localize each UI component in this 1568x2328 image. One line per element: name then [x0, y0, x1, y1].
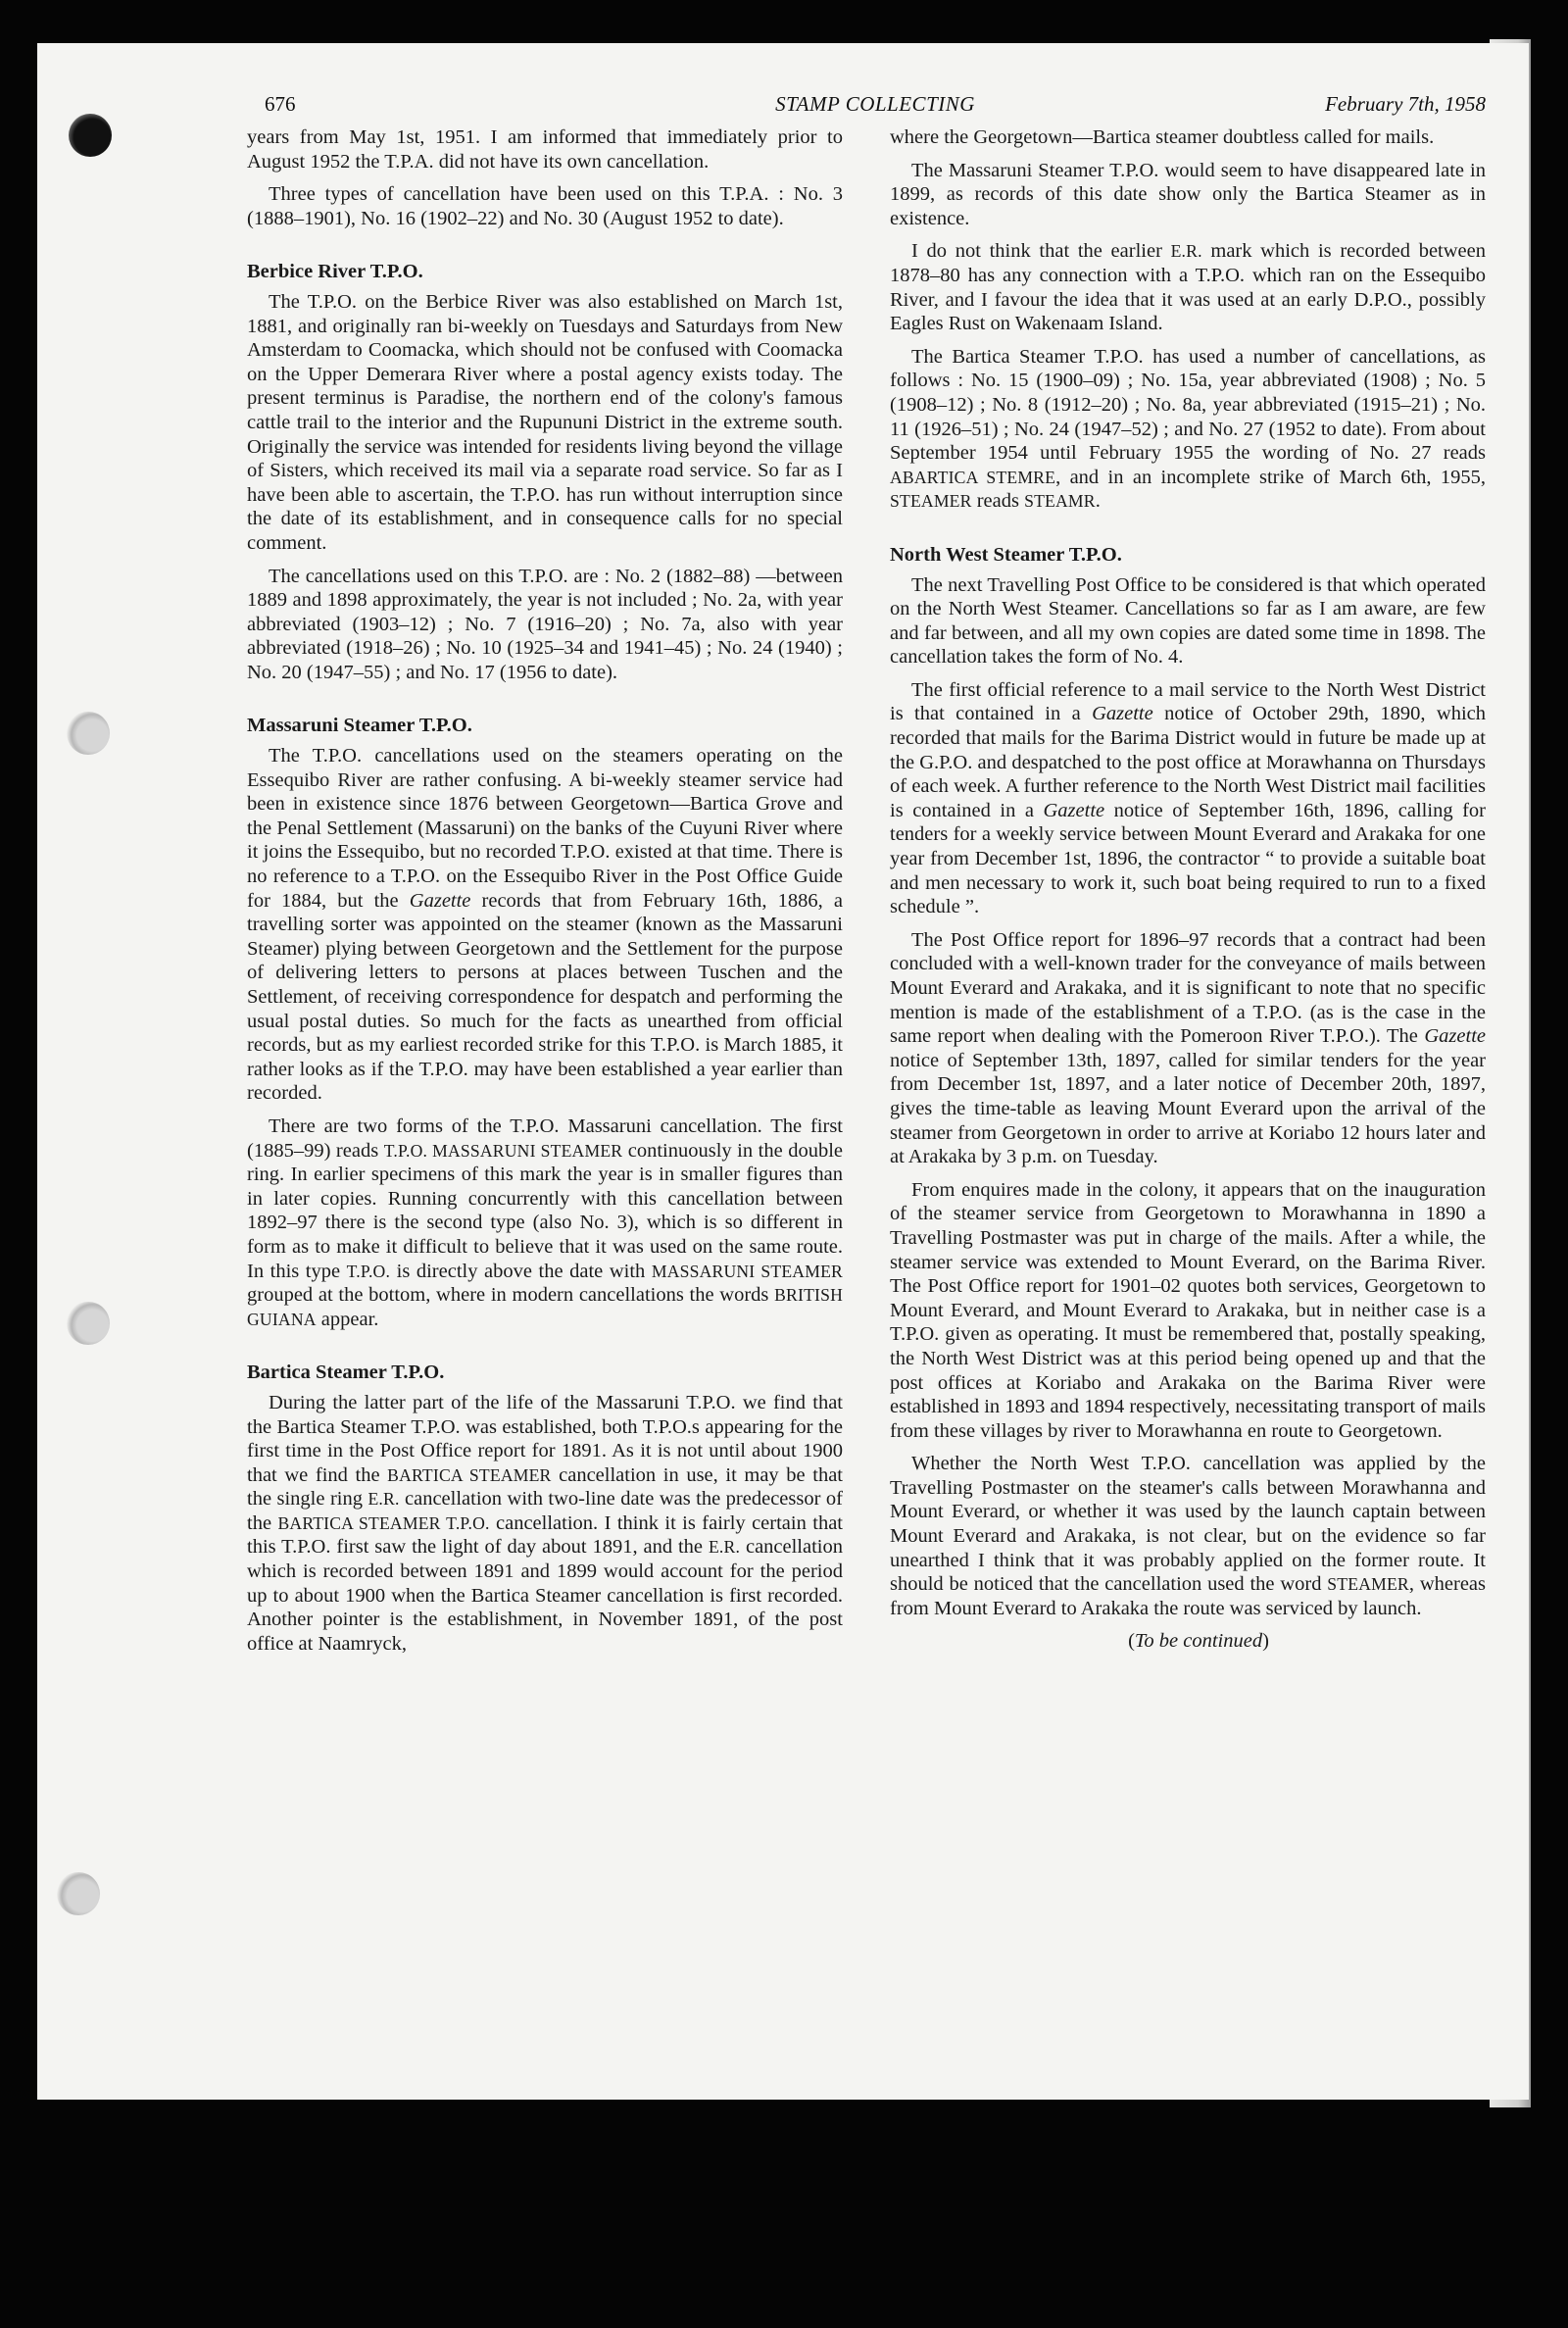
text-run: The T.P.O. cancellations used on the steamers operating on the Essequibo River are rather confusing. A bi-weekly steamer service had been in existence since 1876 between Georgetown—Bartica Grove and the Penal Settlement (Massaruni) on the banks of the Cuyuni River where it joins the Essequibo, but no recorded T.P.O. existed at that time. There is no reference to a T.P.O. on the Essequibo River in the Post Office Guide for 1884, but the [247, 745, 843, 912]
text-run: notice of September 13th, 1897, called for similar tenders for the year from December 1st, 1897, and a later notice of December 20th, 1897, gives the time-table as leaving Mount Everard upon the arrival of the steamer from Georgetown in order to arrive at Koriabo 12 hours later and at Arakaka by 3 p.m. on Tuesday. [890, 1049, 1486, 1168]
gazette-italic: Gazette [409, 889, 471, 912]
paragraph: where the Georgetown—Bartica steamer doubtless called for mails. [890, 126, 1435, 148]
text-run: reads [971, 490, 1025, 513]
paragraph [890, 345, 1486, 514]
paren: ( [1128, 1630, 1135, 1653]
text-run: mark which is recorded between 1878–80 has any connection with a T.P.O. which ran on the Essequibo River, and I favour the idea that it was used at an early D.P.O., possibly Eagles Rust on Wakenaam Island. [890, 240, 1486, 335]
punch-hole-top [69, 114, 112, 157]
text-run: cancellation. I think it is fairly certain that this T.P.O. first saw the light of day about 1891, and the [247, 1511, 843, 1559]
text-run: , and in an incomplete strike of March 6th, 1955, [1055, 466, 1486, 488]
text-run: grouped at the bottom, where in modern cancellations the words [247, 1284, 775, 1307]
paragraph [890, 239, 1486, 335]
text-run: Whether the North West T.P.O. cancellation was applied by the Travelling Postmaster on the steamer's calls between Morawhanna and Mount Everard, or whether it was used by the launch captain between Mount Everard and Arakaka, is not clear, but on the evidence so far unearthed I think that it was probably applied on the former route. It should be noticed that the cancellation used the word [890, 1453, 1486, 1596]
text-run: notice of September 16th, 1896, calling for tenders for a weekly service between Mount Everard and Arakaka for one year from December 1st, 1896, the contractor “ to provide a suitable boat and men necessary to work it, such boat being required to run to a fixed schedule ”. [890, 799, 1486, 918]
paragraph [890, 1452, 1486, 1620]
postmark-wording: STEAMR [1024, 491, 1096, 512]
page-number: 676 [265, 92, 296, 116]
right-column [890, 125, 1486, 1662]
gazette-italic: Gazette [1092, 703, 1153, 725]
postmark-wording: E.R. [708, 1537, 741, 1558]
postmark-wording: BARTICA STEAMER T.P.O. [277, 1512, 490, 1533]
text-run: I do not think that the earlier [911, 240, 1171, 263]
text-run: cancellation which is recorded between 1891 and 1899 would account for the period up to about 1900 when the Bartica Steamer cancellation is first recorded. Another pointer is the establishment, in November 1891, of the post office at Naamryck, [247, 1536, 843, 1655]
text-run: is directly above the date with [390, 1260, 652, 1282]
issue-date: February 7th, 1958 [1325, 92, 1486, 116]
gazette-italic: Gazette [1424, 1025, 1486, 1048]
paragraph: The Massaruni Steamer T.P.O. would seem to have disappeared late in 1899, as records of this date show only the Bartica Steamer as in existence. [890, 159, 1486, 229]
postmark-wording: BRITISH GUIANA [247, 1285, 843, 1329]
paragraph: The T.P.O. on the Berbice River was also established on March 1st, 1881, and originally ran bi-weekly on Tuesdays and Saturdays from New Amsterdam to Coomacka, which should not be confused with Coomacka on the Upper Demerara River where a postal agency exists today. The present terminus is Paradise, the northern end of the colony's famous cattle trail to the interior and the Rupununi District in the extreme south. Originally the service was intended for residents living beyond the village of Sisters, which received its mail via a separate road service. So far as I have been able to ascertain, the T.P.O. has run without interruption since the date of its establishment, and in consequence calls for no special comment. [247, 290, 843, 554]
postmark-wording: T.P.O. [346, 1261, 391, 1281]
postmark-wording: E.R. [368, 1489, 400, 1510]
section-heading-massaruni: Massaruni Steamer T.P.O. [247, 715, 472, 737]
running-header [265, 92, 1486, 124]
paragraph [247, 1391, 843, 1657]
punch-hole-bottom [57, 1872, 100, 1915]
text-run: The Bartica Steamer T.P.O. has used a number of cancellations, as follows : No. 15 (1900–09) ; No. 15a, year abbreviated (1908) ; No. 5 (1908–12) ; No. 8 (1912–20) ; No. 8a, year abbreviated (1915–21) ; No. 11 (1926–51) ; No. 24 (1947–52) ; and No. 27 (1952 to date). From about September 1954 until February 1955 the wording of No. 27 reads [890, 345, 1486, 465]
paragraph: From enquires made in the colony, it appears that on the inauguration of the steamer service from Georgetown to Morawhanna in 1890 a Travelling Postmaster was put in charge of the mails. After a while, the steamer service was extended to Mount Everard, on the Barima River. The Post Office report for 1901–02 quotes both services, Georgetown to Mount Everard, and Mount Everard to Arakaka, but in neither case is a T.P.O. given as operating. It must be remembered that, postally speaking, the North West District was at this period being opened up and that the post offices at Koriabo and Arakaka on the Barima River were established in 1893 and 1894 respectively, necessitating transport of mails from these villages by river to Morawhanna en route to Georgetown. [890, 1178, 1486, 1442]
section-heading-north-west: North West Steamer T.P.O. [890, 543, 1122, 566]
paragraph: The next Travelling Post Office to be considered is that which operated on the North West Steamer. Cancellations so far as I am aware, are few and far between, and all my own copies are dated some time in 1898. The cancellation takes the form of No. 4. [890, 573, 1486, 669]
text-run: notice of October 29th, 1890, which recorded that mails for the Barima District would in future be made up at the G.P.O. and despatched to the post office at Morawhanna on Thursdays of each week. A further reference to the North West District mail facilities is contained in a [890, 703, 1486, 821]
punch-hole-upper-middle [67, 712, 110, 755]
gazette-italic: Gazette [1043, 799, 1105, 821]
text-run: cancellation with two-line date was the predecessor of the [247, 1488, 843, 1534]
paragraph: years from May 1st, 1951. I am informed that immediately prior to August 1952 the T.P.A. did not have its own cancellation. [247, 126, 843, 173]
paren: ) [1262, 1630, 1269, 1653]
text-run: The Post Office report for 1896–97 records that a contract had been concluded with a well-known trader for the conveyance of mails between Mount Everard and Arakaka, and it is significant to note that no specific mention is made of the establishment of a T.P.O. (as is the case in the same report when dealing with the Pomeroon River T.P.O.). The [890, 928, 1486, 1048]
text-run: . [1095, 490, 1101, 513]
postmark-wording: STEAMER [890, 491, 972, 512]
left-column [247, 125, 843, 1664]
text-run: During the latter part of the life of the Massaruni T.P.O. we find that the Bartica Steamer T.P.O. was established, both T.P.O.s appearing for the first time in the Post Office report for 1891. As it is not until about 1900 that we find the [247, 1391, 843, 1486]
paragraph [890, 928, 1486, 1169]
continued-text: To be continued [1134, 1630, 1263, 1653]
postmark-wording: T.P.O. MASSARUNI STEAMER [383, 1140, 623, 1161]
punch-hole-lower-middle [67, 1302, 110, 1345]
text-run: cancellation in use, it may be that the single ring [247, 1463, 843, 1511]
postmark-wording: MASSARUNI STEAMER [651, 1261, 843, 1281]
postmark-wording: ABARTICA STEMRE [890, 467, 1056, 487]
text-run: , whereas from Mount Everard to Arakaka the route was serviced by launch. [890, 1573, 1486, 1619]
postmark-wording: BARTICA STEAMER [387, 1464, 552, 1485]
text-run: There are two forms of the T.P.O. Massaruni cancellation. The first (1885–99) reads [247, 1114, 843, 1162]
publication-title: STAMP COLLECTING [775, 92, 975, 116]
paragraph: The cancellations used on this T.P.O. are : No. 2 (1882–88) —between 1889 and 1898 approximately, the year is not included ; No. 2a, with year abbreviated (1903–12) ; No. 7 (1916–20) ; No. 7a, also with year abbreviated (1918–26) ; No. 10 (1925–34 and 1941–45) ; No. 24 (1940) ; No. 20 (1947–55) ; and No. 17 (1956 to date). [247, 565, 843, 683]
section-heading-berbice: Berbice River T.P.O. [247, 261, 423, 283]
paragraph [247, 744, 843, 1106]
text-run: continuously in the double ring. In earlier specimens of this mark the year is in smaller figures than in later copies. Running concurrently with this cancellation between 1892–97 there is the second type (also No. 3), which is so different in form as to make it difficult to believe that it was used on the same route. In this type [247, 1139, 843, 1282]
paragraph: Three types of cancellation have been used on this T.P.A. : No. 3 (1888–1901), No. 16 (1902–22) and No. 30 (August 1952 to date). [247, 183, 843, 229]
text-run: The first official reference to a mail service to the North West District is that contained in a [890, 678, 1486, 725]
section-heading-bartica: Bartica Steamer T.P.O. [247, 1362, 445, 1384]
postmark-wording: STEAMER [1327, 1574, 1409, 1595]
paragraph [890, 678, 1486, 919]
postmark-wording: E.R. [1170, 241, 1202, 262]
continued-note [890, 1629, 1486, 1654]
paragraph [247, 1114, 843, 1331]
text-run: appear. [316, 1308, 379, 1330]
text-run: records that from February 16th, 1886, a travelling sorter was appointed on the steamer (known as the Massaruni Steamer) plying between Georgetown and the Settlement for the purpose of delivering letters to persons at places between Tuschen and the Settlement, of receiving correspondence for despatch and performing the usual postal duties. So much for the facts as unearthed from official records, but as my earliest recorded strike for this T.P.O. is March 1885, it rather looks as if the T.P.O. may have been established a year earlier than recorded. [247, 889, 843, 1105]
